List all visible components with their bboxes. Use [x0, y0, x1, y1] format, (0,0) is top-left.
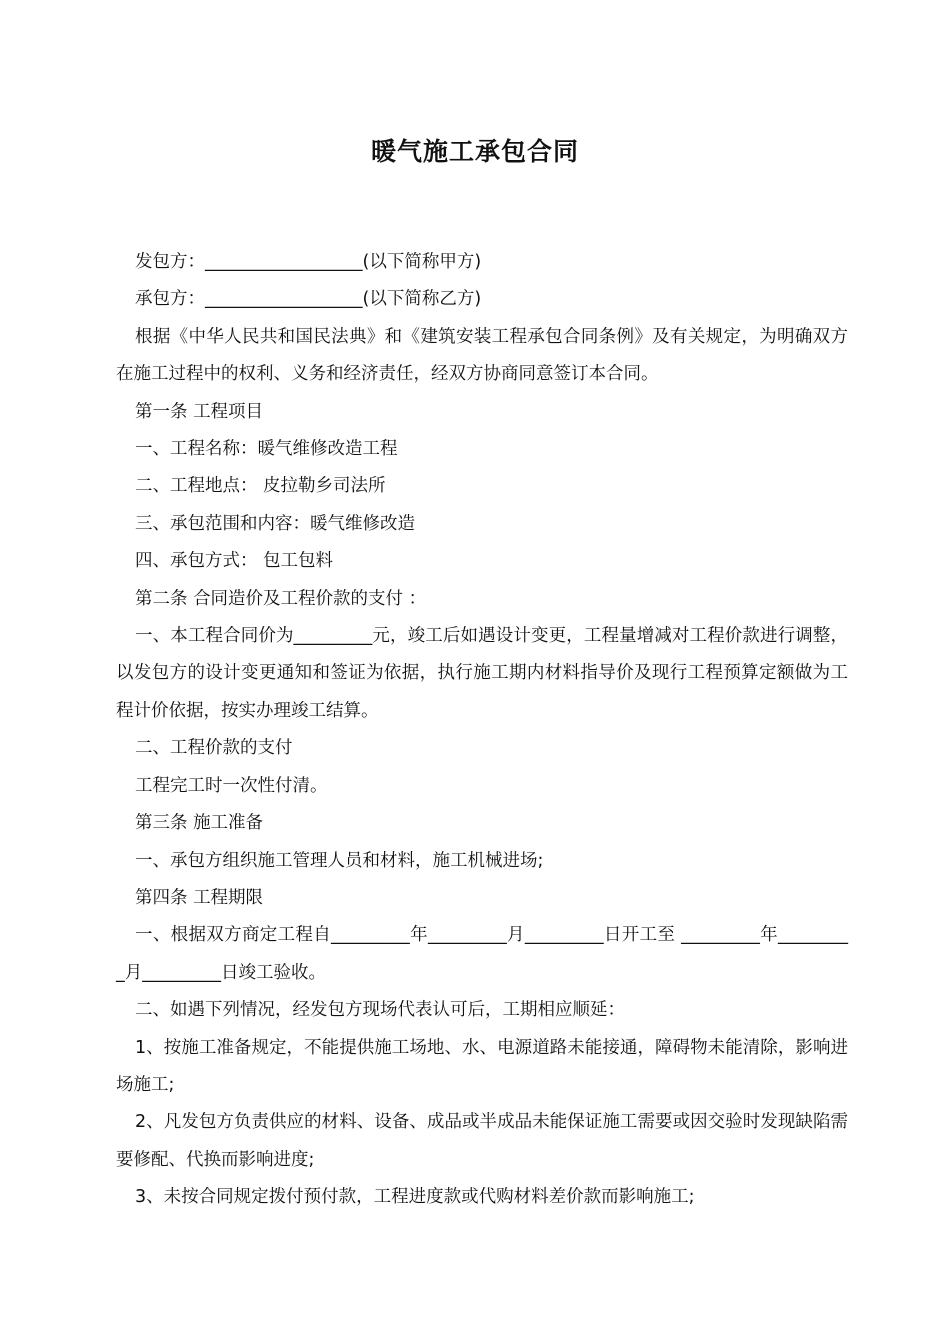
document-title: 暖气施工承包合同: [370, 137, 579, 166]
article-1-heading: 第一条 工程项目: [135, 401, 264, 422]
article-4-item-1: 一、根据双方商定工程自_________年_________月_________日开工至 _________年_________月_________日竣工验收。: [116, 925, 848, 983]
article-2-item-2: 二、工程价款的支付: [135, 738, 293, 759]
article-4-item-2: 二、如遇下列情况，经发包方现场代表认可后，工期相应顺延：: [135, 1000, 625, 1021]
article-1-item-2: 二、工程地点： 皮拉勒乡司法所: [135, 476, 386, 497]
article-1-item-3: 三、承包范围和内容：暖气维修改造: [135, 513, 415, 534]
article-4-subitem-3: 3、未按合同规定拨付预付款，工程进度款或代购材料差价款而影响施工;: [135, 1187, 695, 1208]
document-body: [116, 244, 848, 1217]
article-2-heading: 第二条 合同造价及工程价款的支付 ：: [135, 588, 427, 609]
article-4-subitem-2: 2、凡发包方负责供应的材料、设备、成品或半成品未能保证施工需要或因交验时发现缺陷需要修配、代换而影响进度;: [116, 1112, 848, 1170]
article-1-item-1: 一、工程名称：暖气维修改造工程: [135, 439, 398, 460]
article-3-item-1: 一、承包方组织施工管理人员和材料，施工机械进场;: [135, 850, 544, 871]
article-3-heading: 第三条 施工准备: [135, 813, 264, 834]
article-2-item-2-detail: 工程完工时一次性付清。: [135, 775, 328, 796]
article-4-subitem-1: 1、按施工准备规定，不能提供施工场地、水、电源道路未能接通，障碍物未能清除，影响进场施工;: [116, 1037, 848, 1095]
article-2-item-1: 一、本工程合同价为_________元，竣工后如遇设计变更，工程量增减对工程价款进行调整，以发包方的设计变更通知和签证为依据，执行施工期内材料指导价及现行工程预算定额做为工程计价依据，按实办理竣工结算。: [116, 626, 848, 721]
article-1-item-4: 四、承包方式： 包工包料: [135, 551, 334, 572]
article-4-heading: 第四条 工程期限: [135, 887, 264, 908]
preamble-paragraph: 根据《中华人民共和国民法典》和《建筑安装工程承包合同条例》及有关规定，为明确双方在施工过程中的权利、义务和经济责任，经双方协商同意签订本合同。: [116, 326, 848, 385]
party-b-line: 承包方：__________________(以下简称乙方): [135, 289, 482, 310]
party-a-line: 发包方：__________________(以下简称甲方): [135, 252, 482, 272]
